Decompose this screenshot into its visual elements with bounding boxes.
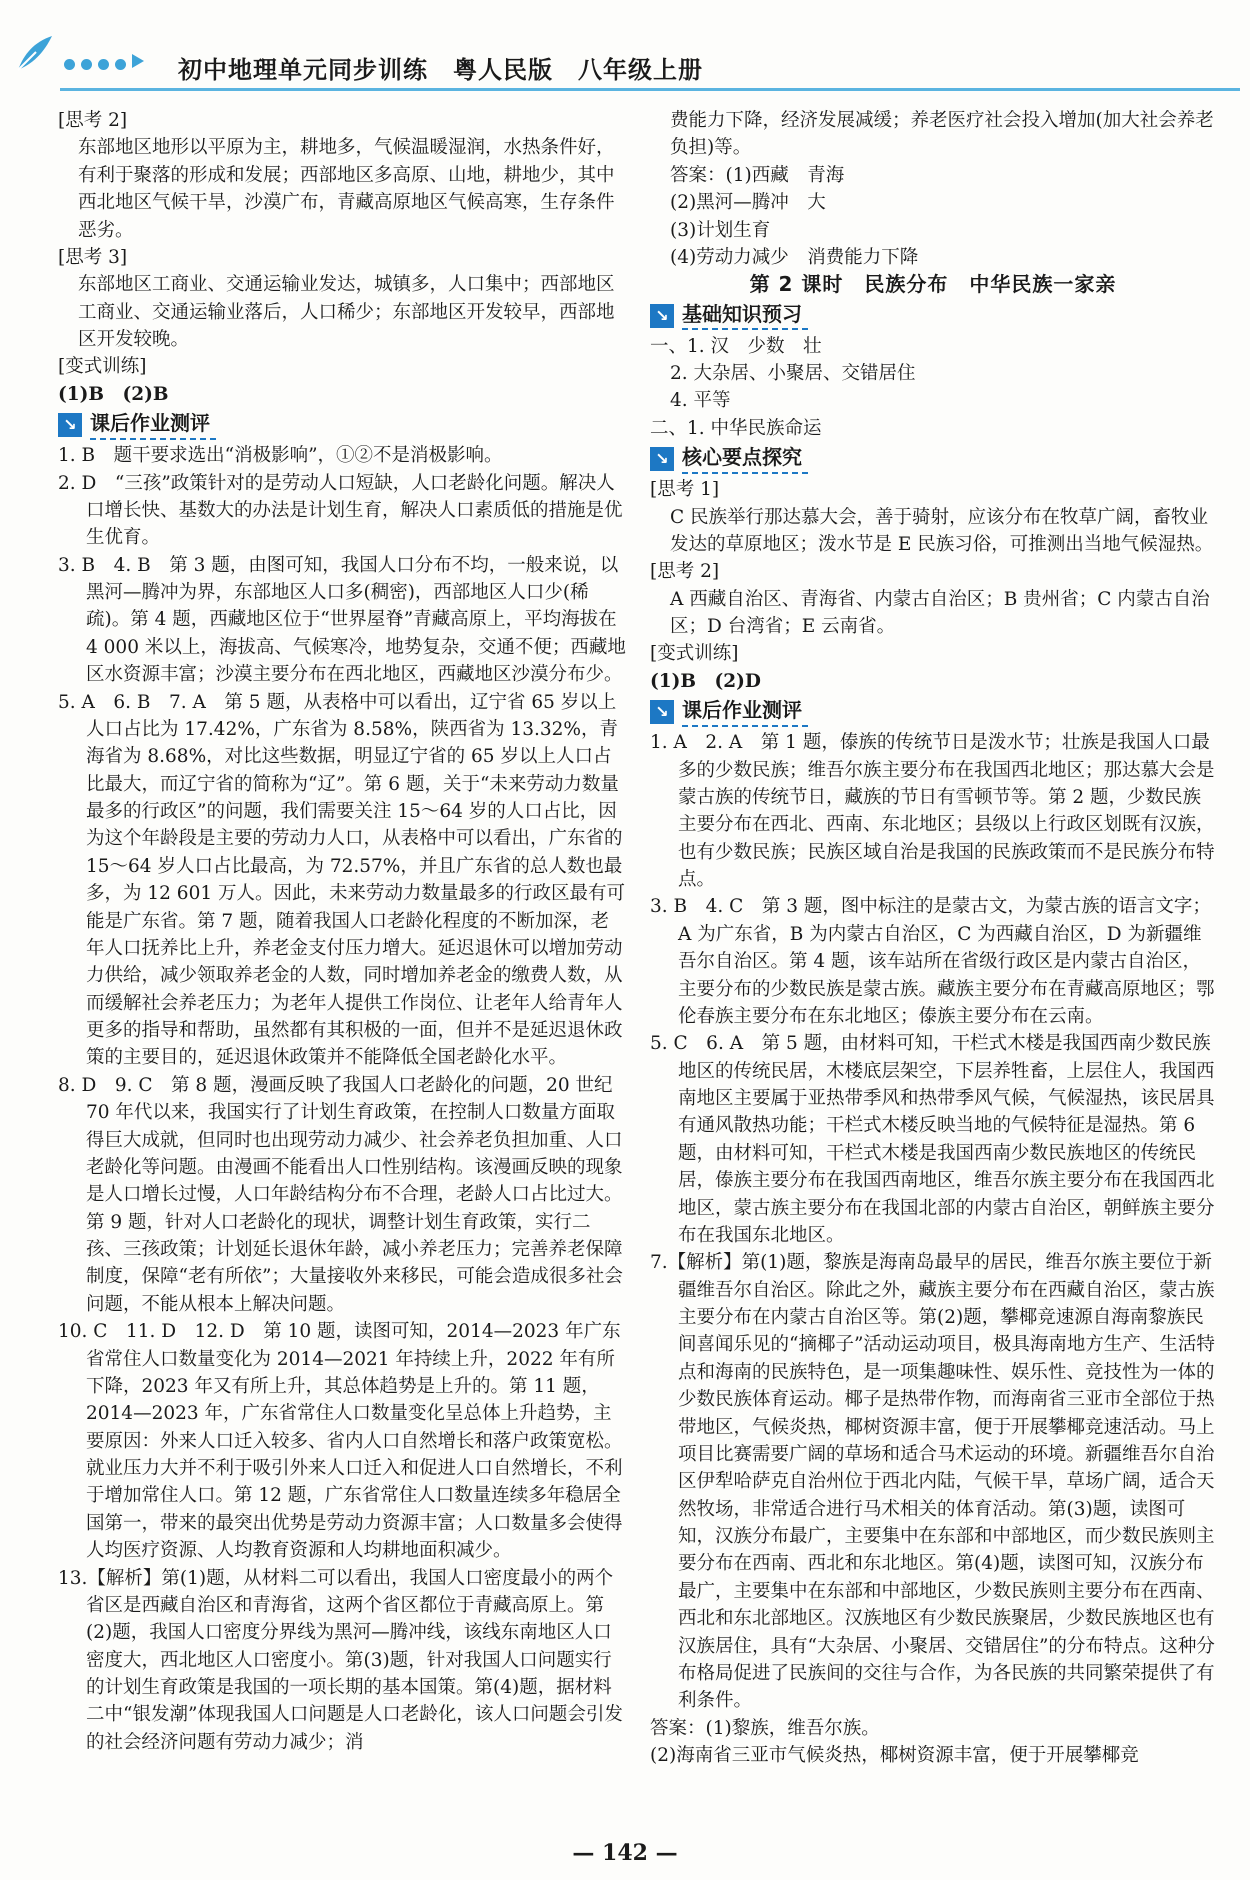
variant-label: [变式训练]	[58, 356, 147, 378]
page-header	[0, 0, 1250, 92]
answer-item: 5. A 6. B 7. A 第 5 题，从表格中可以看出，辽宁省 65 岁以上人口占比为 17.42%，广东省为 8.58%，陕西省为 13.32%，青海省为 8.68%，对比这些数据，明显辽宁省的 65 岁以上人口占比最大，而辽宁省的简称为“辽”。第 6 题，关于“未来劳动力数量最多的行政区”的问题，我们需要关注 15～64 岁的人口占比，因为这个年龄段是主要的劳动力人口，从表格中可以看出，广东省的 15～64 岁人口占比最高，为 72.57%，并且广东省的总人数也最多，为 12 601 万人。因此，未来劳动力数量最多的行政区最有可能是广东省。第 7 题，随着我国人口老龄化程度的不断加深，老年人口抚养比上升，养老金支付压力增大。延迟退休可以增加劳动力供给，减少领取养老金的人数，同时增加养老金的缴费人数，从而缓解社会养老压力；为老年人提供工作岗位、让老年人给青年人更多的指导和帮助，虽然都有其积极的一面，但并不是延迟退休政策的主要目的，延迟退休政策并不能降低全国老龄化水平。	[58, 691, 625, 1069]
variant-answer: (1)B (2)D	[650, 670, 761, 692]
answer-line: (3)计划生育	[670, 219, 771, 241]
basic-line: 二、1. 中华民族命运	[650, 417, 822, 439]
think2-text: 东部地区地形以平原为主，耕地多，气候温暖湿润，水热条件好，有利于聚落的形成和发展；西部地区多高原、山地，耕地少，其中西北地区气候干旱，沙漠广布，青藏高原地区气候高寒，生存条件恶劣。	[78, 137, 615, 241]
right-column	[650, 107, 1216, 1769]
section-heading: ↘ 核心要点探究	[650, 445, 1216, 473]
answer-line: (4)劳动力减少 消费能力下降	[670, 246, 919, 268]
answer-item: 1. A 2. A 第 1 题，傣族的传统节日是泼水节；壮族是我国人口最多的少数民族；维吾尔族主要分布在我国西北地区；那达慕大会是蒙古族的传统节日，藏族的节日有雪顿节等。第 2 题，少数民族主要分布在西北、西南、东北地区；县级以上行政区划既有汉族，也有少数民族；民族区域自治是我国的民族政策而不是民族分布特点。	[650, 732, 1215, 890]
arrow-icon: ↘	[58, 413, 82, 437]
variant-label: [变式训练]	[650, 643, 739, 665]
think1-text: C 民族举行那达慕大会，善于骑射，应该分布在牧草广阔，畜牧业发达的草原地区；泼水节是 E 民族习俗，可推测出当地气候湿热。	[670, 506, 1214, 555]
section-heading: ↘ 课后作业测评	[650, 698, 1216, 726]
feather-pen-icon	[14, 32, 56, 74]
header-dots	[64, 55, 144, 71]
arrow-icon: ↘	[650, 700, 674, 724]
basic-line: 2. 大杂居、小聚居、交错居住	[670, 363, 916, 384]
section-heading: ↘ 基础知识预习	[650, 302, 1216, 330]
think3-label: [思考 3]	[58, 246, 128, 268]
think2-text: A 西藏自治区、青海省、内蒙古自治区；B 贵州省；C 内蒙古自治区；D 台湾省；E 云南省。	[670, 588, 1210, 637]
header-rule	[60, 88, 1240, 91]
answer-item: 7.【解析】第(1)题，黎族是海南岛最早的居民，维吾尔族主要位于新疆维吾尔自治区。除此之外，藏族主要分布在西藏自治区，蒙古族主要分布在内蒙古自治区等。第(2)题，攀椰竞速源自海南黎族民间喜闻乐见的“摘椰子”活动运动项目，极具海南地方生产、生活特点和海南的民族特色，是一项集趣味性、娱乐性、竞技性为一体的少数民族体育运动。椰子是热带作物，而海南省三亚市全部位于热带地区，气候炎热，椰树资源丰富，便于开展攀椰竞速活动。马上项目比赛需要广阔的草场和适合马术运动的环境。新疆维吾尔自治区伊犁哈萨克自治州位于西北内陆，气候干旱，草场广阔，适合天然牧场，非常适合进行马术相关的体育活动。第(3)题，读图可知，汉族分布最广，主要集中在东部和中部地区，而少数民族则主要分布在西南、西北和东北地区。第(4)题，读图可知，汉族分布最广，主要集中在东部和中部地区，少数民族则主要分布在西南、西北和东北部地区。汉族地区有少数民族聚居，少数民族地区也有汉族居住，具有“大杂居、小聚居、交错居住”的分布特点。这种分布格局促进了民族间的交往与合作，为各民族的共同繁荣提供了有利条件。	[650, 1252, 1215, 1712]
section-heading: ↘ 课后作业测评	[58, 411, 626, 439]
variant-answer: (1)B (2)B	[58, 383, 169, 405]
think3-text: 东部地区工商业、交通运输业发达，城镇多，人口集中；西部地区工商业、交通运输业落后，人口稀少；东部地区开发较早，西部地区开发较晚。	[78, 274, 615, 350]
arrow-icon: ↘	[650, 447, 674, 471]
left-column	[58, 107, 626, 1756]
think2-label: [思考 2]	[58, 110, 128, 131]
play-arrow-icon	[132, 54, 144, 68]
answer-item: 10. C 11. D 12. D 第 10 题，读图可知，2014—2023 年广东省常住人口数量变化为 2014—2021 年持续上升，2022 年有所下降，2023 年又有所上升，其总体趋势是上升的。第 11 题，2014—2023 年，广东省常住人口数量变化呈总体上升趋势，主要原因：外来人口迁入较多、省内人口自然增长和落户政策宽松。就业压力大并不利于吸引外来人口迁入和促进人口自然增长，不利于增加常住人口。第 12 题，广东省常住人口数量连续多年稳居全国第一，带来的最突出优势是劳动力资源丰富；人口数量多会使得人均医疗资源、人均教育资源和人均耕地面积减少。	[58, 1321, 623, 1562]
answer-item: 3. B 4. B 第 3 题，由图可知，我国人口分布不均，一般来说，以黑河—腾冲为界，东部地区人口多(稠密)，西部地区人口少(稀疏)。第 4 题，西藏地区位于“世界屋脊”青藏高原上，平均海拔在 4 000 米以上，海拔高、气候寒冷，地势复杂，交通不便；西藏地区水资源丰富；沙漠主要分布在西北地区，西藏地区沙漠分布少。	[58, 554, 626, 686]
answer-line: (2)海南省三亚市气候炎热，椰树资源丰富，便于开展攀椰竞	[650, 1745, 1139, 1766]
think2-label: [思考 2]	[650, 561, 720, 583]
answer-line: (2)黑河—腾冲 大	[670, 192, 826, 214]
answer-item: 8. D 9. C 第 8 题，漫画反映了我国人口老龄化的问题，20 世纪 70 年代以来，我国实行了计划生育政策，在控制人口数量方面取得巨大成就，但同时也出现劳动力减少、社会养老负担加重、人口老龄化等问题。由漫画不能看出人口性别结构。该漫画反映的现象是人口增长过慢，人口年龄结构分布不合理，老龄人口占比过大。第 9 题，针对人口老龄化的现状，调整计划生育政策，实行二孩、三孩政策；计划延长退休年龄，减小养老压力；完善养老保障制度，保障“老有所依”；大量接收外来移民，可能会造成很多社会问题，不能从根本上解决问题。	[58, 1074, 623, 1315]
answer-item: 2. D “三孩”政策针对的是劳动人口短缺，人口老龄化问题。解决人口增长快、基数大的办法是计划生育，解决人口素质低的措施是优生优育。	[58, 472, 623, 549]
basic-line: 4. 平等	[670, 390, 731, 412]
lesson-title: 第 2 课时 民族分布 中华民族一家亲	[749, 272, 1117, 297]
answer-line: 答案：(1)黎族，维吾尔族。	[650, 1717, 880, 1739]
answer-item: 5. C 6. A 第 5 题，由材料可知，干栏式木楼是我国西南少数民族地区的传统民居，木楼底层架空，下层养牲畜，上层住人，我国西南地区主要属于亚热带季风和热带季风气候，气候湿热，该民居具有通风散热功能；干栏式木楼反映当地的气候特征是湿热。第 6 题，由材料可知，干栏式木楼是我国西南少数民族地区的传统民居，傣族主要分布在我国西南地区，维吾尔族主要分布在我国西北地区，蒙古族主要分布在我国北部的内蒙古自治区，朝鲜族主要分布在我国东北地区。	[650, 1033, 1215, 1246]
arrow-icon: ↘	[650, 304, 674, 328]
continued-text: 费能力下降，经济发展减缓；养老医疗社会投入增加(加大社会养老负担)等。	[670, 110, 1214, 159]
answer-item: 13.【解析】第(1)题，从材料二可以看出，我国人口密度最小的两个省区是西藏自治区和青海省，这两个省区都位于青藏高原上。第(2)题，我国人口密度分界线为黑河—腾冲线，该线东南地区人口密度大，西北地区人口密度小。第(3)题，针对我国人口问题实行的计划生育政策是我国的一项长期的基本国策。第(4)题，据材料二中“银发潮”体现我国人口问题是人口老龄化，该人口问题会引发的社会经济问题有劳动力减少；消	[58, 1567, 623, 1753]
basic-line: 一、1. 汉 少数 壮	[650, 335, 822, 357]
think1-label: [思考 1]	[650, 479, 720, 501]
answer-line: 答案：(1)西藏 青海	[670, 164, 845, 186]
page-number: — 142 —	[572, 1840, 678, 1866]
book-title: 初中地理单元同步训练 粤人民版 八年级上册	[178, 56, 703, 84]
answer-item: 3. B 4. C 第 3 题，图中标注的是蒙古文，为蒙古族的语言文字；A 为广东省，B 为内蒙古自治区，C 为西藏自治区，D 为新疆维吾尔自治区。第 4 题，该车站所在省级行政区是内蒙古自治区，主要分布的少数民族是蒙古族。藏族主要分布在青藏高原地区；鄂伦春族主要分布在东北地区；傣族主要分布在云南。	[650, 896, 1215, 1027]
answer-item: 1. B 题干要求选出“消极影响”，①②不是消极影响。	[58, 445, 503, 467]
